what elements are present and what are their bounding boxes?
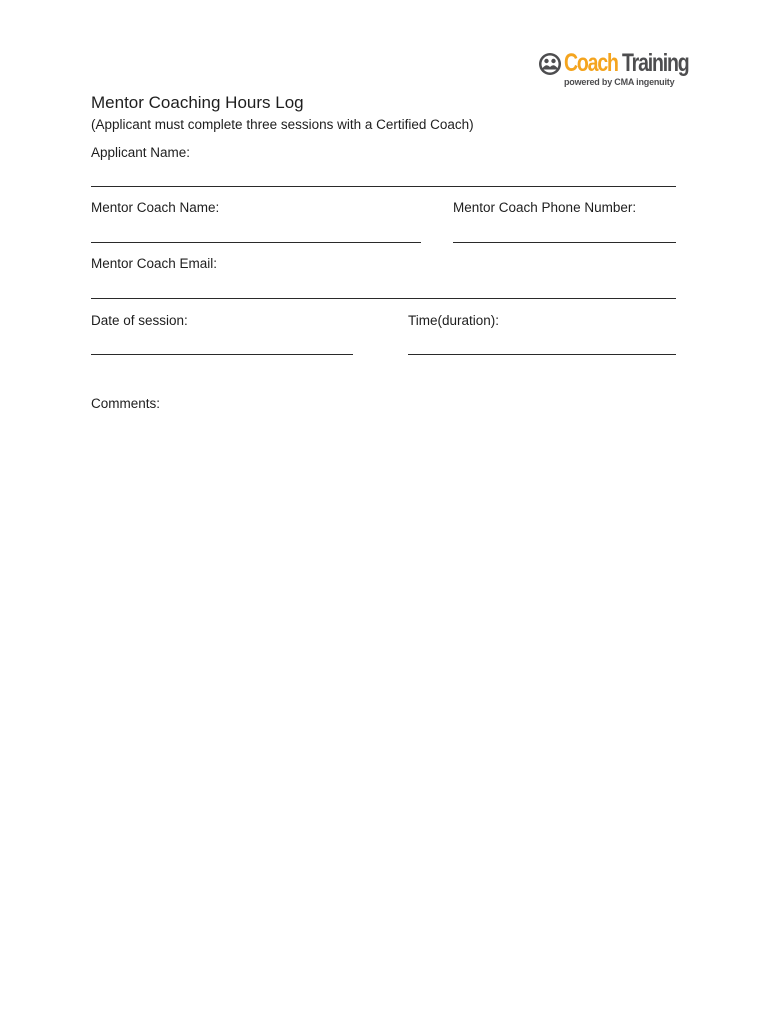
date-of-session-label: Date of session: bbox=[91, 313, 188, 328]
logo-tagline: powered by CMA ingenuity bbox=[564, 77, 675, 87]
logo-word-coach: Coach bbox=[564, 49, 618, 77]
mentor-coach-name-line[interactable] bbox=[91, 242, 421, 243]
comments-label: Comments: bbox=[91, 396, 161, 411]
logo-wordmark bbox=[564, 48, 688, 78]
mentor-coach-name-label: Mentor Coach Name: bbox=[91, 200, 220, 215]
mentor-coach-email-line[interactable] bbox=[91, 298, 676, 299]
mentor-coach-email-label: Mentor Coach Email: bbox=[91, 256, 218, 271]
time-duration-line[interactable] bbox=[408, 354, 676, 355]
logo-word-training: Training bbox=[622, 49, 689, 77]
document-subtitle: (Applicant must complete three sessions with a Certified Coach) bbox=[91, 117, 474, 132]
coach-training-logo bbox=[538, 50, 698, 92]
date-of-session-line[interactable] bbox=[91, 354, 353, 355]
mentor-coach-phone-line[interactable] bbox=[453, 242, 676, 243]
applicant-name-line[interactable] bbox=[91, 186, 676, 187]
applicant-name-label: Applicant Name: bbox=[91, 145, 191, 160]
time-duration-label: Time(duration): bbox=[408, 313, 500, 328]
people-circle-icon bbox=[538, 52, 562, 76]
document-title: Mentor Coaching Hours Log bbox=[91, 93, 304, 112]
mentor-coach-phone-label: Mentor Coach Phone Number: bbox=[453, 200, 637, 215]
